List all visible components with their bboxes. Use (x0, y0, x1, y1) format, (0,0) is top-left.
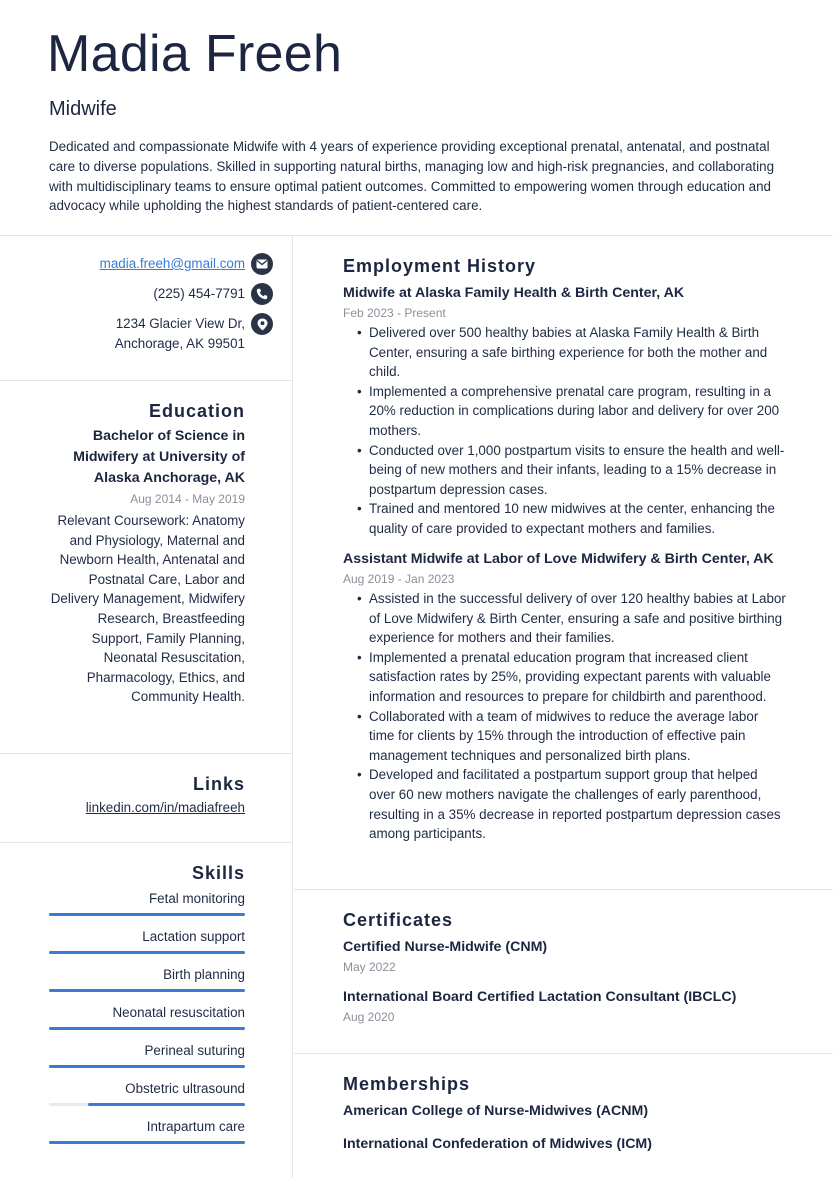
skill-level-bar (49, 1103, 245, 1106)
skill-level-fill (49, 913, 245, 916)
certificates-heading: Certificates (343, 910, 454, 930)
phone-number: (225) 454-7791 (153, 286, 245, 301)
list-item: • Implemented a prenatal education program that increased client satisfaction rates by 25%, providing expectant parents with valuable information and resources to prepare for childbirth and parenthood. (357, 648, 787, 707)
skill-label: Fetal monitoring (148, 891, 245, 906)
skill-item (49, 1118, 245, 1156)
education-section (0, 381, 293, 754)
list-item: • Developed and facilitated a postpartum support group that helped over 60 new mothers navigate the challenges of early parenthood, resulting in a 35% decrease in reported postpartum depression cases among participants. (357, 765, 787, 843)
list-item: • Trained and mentored 10 new midwives at the center, enhancing the quality of care provided to expectant mothers and families. (357, 499, 787, 538)
certificates-section (294, 890, 833, 1054)
certificate-date: Aug 2020 (343, 1010, 395, 1024)
education-degree: Bachelor of Science in Midwifery at University of Alaska Anchorage, AK (73, 428, 245, 486)
contact-email-row (100, 254, 273, 275)
job-dates: Feb 2023 - Present (343, 306, 446, 320)
skill-level-bar (49, 989, 245, 992)
skill-level-fill (49, 1141, 245, 1144)
skill-item (49, 890, 245, 928)
job-dates: Aug 2019 - Jan 2023 (343, 572, 455, 586)
email-link[interactable]: madia.freeh@gmail.com (99, 256, 245, 271)
skill-level-bar (49, 1141, 245, 1144)
education-heading: Education (148, 401, 245, 421)
links-section (0, 754, 293, 843)
employment-section (294, 236, 833, 890)
education-content (45, 399, 245, 707)
skill-level-bar (49, 1027, 245, 1030)
envelope-icon (251, 253, 273, 275)
skill-level-fill (49, 989, 245, 992)
skill-level-fill (49, 1027, 245, 1030)
skill-label: Intrapartum care (146, 1119, 245, 1134)
skill-item (49, 928, 245, 966)
membership-item: International Confederation of Midwives (ICM) (343, 1136, 652, 1152)
profile-summary: Dedicated and compassionate Midwife with 4 years of experience providing exceptional prenatal, antenatal, and postnatal care to diverse populations. Skilled in supporting natural births, managing low and high-risk pregnancies, and collaborating with multidisciplinary teams to ensure optimal patient outcomes. Committed to empowering women through education and advocacy while upholding the highest standards of patient-centered care. (49, 139, 775, 214)
skill-level-bar (49, 1065, 245, 1068)
skill-item (49, 1004, 245, 1042)
list-item: • Delivered over 500 healthy babies at Alaska Family Health & Birth Center, ensuring a safe birthing experience for both the mother and child. (357, 323, 787, 382)
resume-header (0, 0, 833, 236)
address (115, 314, 245, 354)
skills-section (0, 843, 293, 1178)
address-line-2: Anchorage, AK 99501 (114, 336, 245, 351)
skills-heading: Skills (191, 863, 245, 883)
linkedin-link[interactable]: linkedin.com/in/madiafreeh (85, 800, 245, 815)
list-item: • Implemented a comprehensive prenatal care program, resulting in a 20% reduction in complications during labor and delivery for over 200 mothers. (357, 382, 787, 441)
skill-level-bar (49, 913, 245, 916)
memberships-section (294, 1054, 833, 1178)
job-title: Assistant Midwife at Labor of Love Midwifery & Birth Center, AK (343, 551, 774, 567)
links-heading: Links (192, 774, 245, 794)
memberships-heading: Memberships (343, 1074, 471, 1094)
candidate-name: Madia Freeh (47, 25, 343, 83)
skill-item (49, 1080, 245, 1118)
sidebar (0, 236, 293, 1178)
list-item: • Assisted in the successful delivery of over 120 healthy babies at Labor of Love Midwifery & Birth Center, ensuring a safe and positive birthing experience for mothers and their families. (357, 589, 787, 648)
contact-address-row (115, 314, 273, 354)
skill-label: Obstetric ultrasound (125, 1081, 245, 1096)
phone-icon (251, 283, 273, 305)
job-bullets (357, 589, 787, 844)
job-title: Midwife at Alaska Family Health & Birth Center, AK (343, 285, 685, 301)
list-item: • Conducted over 1,000 postpartum visits to ensure the health and well-being of new mothers and their infants, leading to a 15% decrease in postpartum depression cases. (357, 441, 787, 500)
skill-level-fill (49, 1065, 245, 1068)
membership-item: American College of Nurse-Midwives (ACNM) (343, 1103, 649, 1119)
skill-label: Birth planning (163, 967, 245, 982)
skill-level-fill (49, 951, 245, 954)
links-content (25, 772, 245, 818)
location-pin-icon (251, 313, 273, 335)
certificate-title: Certified Nurse-Midwife (CNM) (343, 939, 548, 955)
certificate-date: May 2022 (343, 960, 396, 974)
contact-section (0, 236, 293, 381)
skill-label: Lactation support (142, 929, 245, 944)
skill-item (49, 1042, 245, 1080)
skill-item (49, 966, 245, 1004)
employment-heading: Employment History (343, 256, 537, 276)
contact-phone-row (153, 284, 273, 305)
education-coursework: Relevant Coursework: Anatomy and Physiology, Maternal and Newborn Health, Antenatal and Postnatal Care, Labor and Delivery Management, Midwifery Research, Breastfeeding Support, Family Planning, Neonatal Resuscitation, Pharmacology, Ethics, and Community Health. (50, 513, 245, 705)
main-content (294, 236, 833, 1178)
address-line-1: 1234 Glacier View Dr, (115, 316, 245, 331)
candidate-title: Midwife (49, 98, 117, 120)
job-bullets (357, 323, 787, 539)
skill-label: Perineal suturing (144, 1043, 245, 1058)
skill-level-fill (88, 1103, 245, 1106)
skill-level-bar (49, 951, 245, 954)
list-item: • Collaborated with a team of midwives to reduce the average labor time for clients by 15% through the introduction of effective pain management techniques and personalized birth plans. (357, 707, 787, 766)
education-dates: Aug 2014 - May 2019 (130, 492, 245, 506)
certificate-title: International Board Certified Lactation Consultant (IBCLC) (343, 989, 737, 1005)
skill-label: Neonatal resuscitation (112, 1005, 245, 1020)
